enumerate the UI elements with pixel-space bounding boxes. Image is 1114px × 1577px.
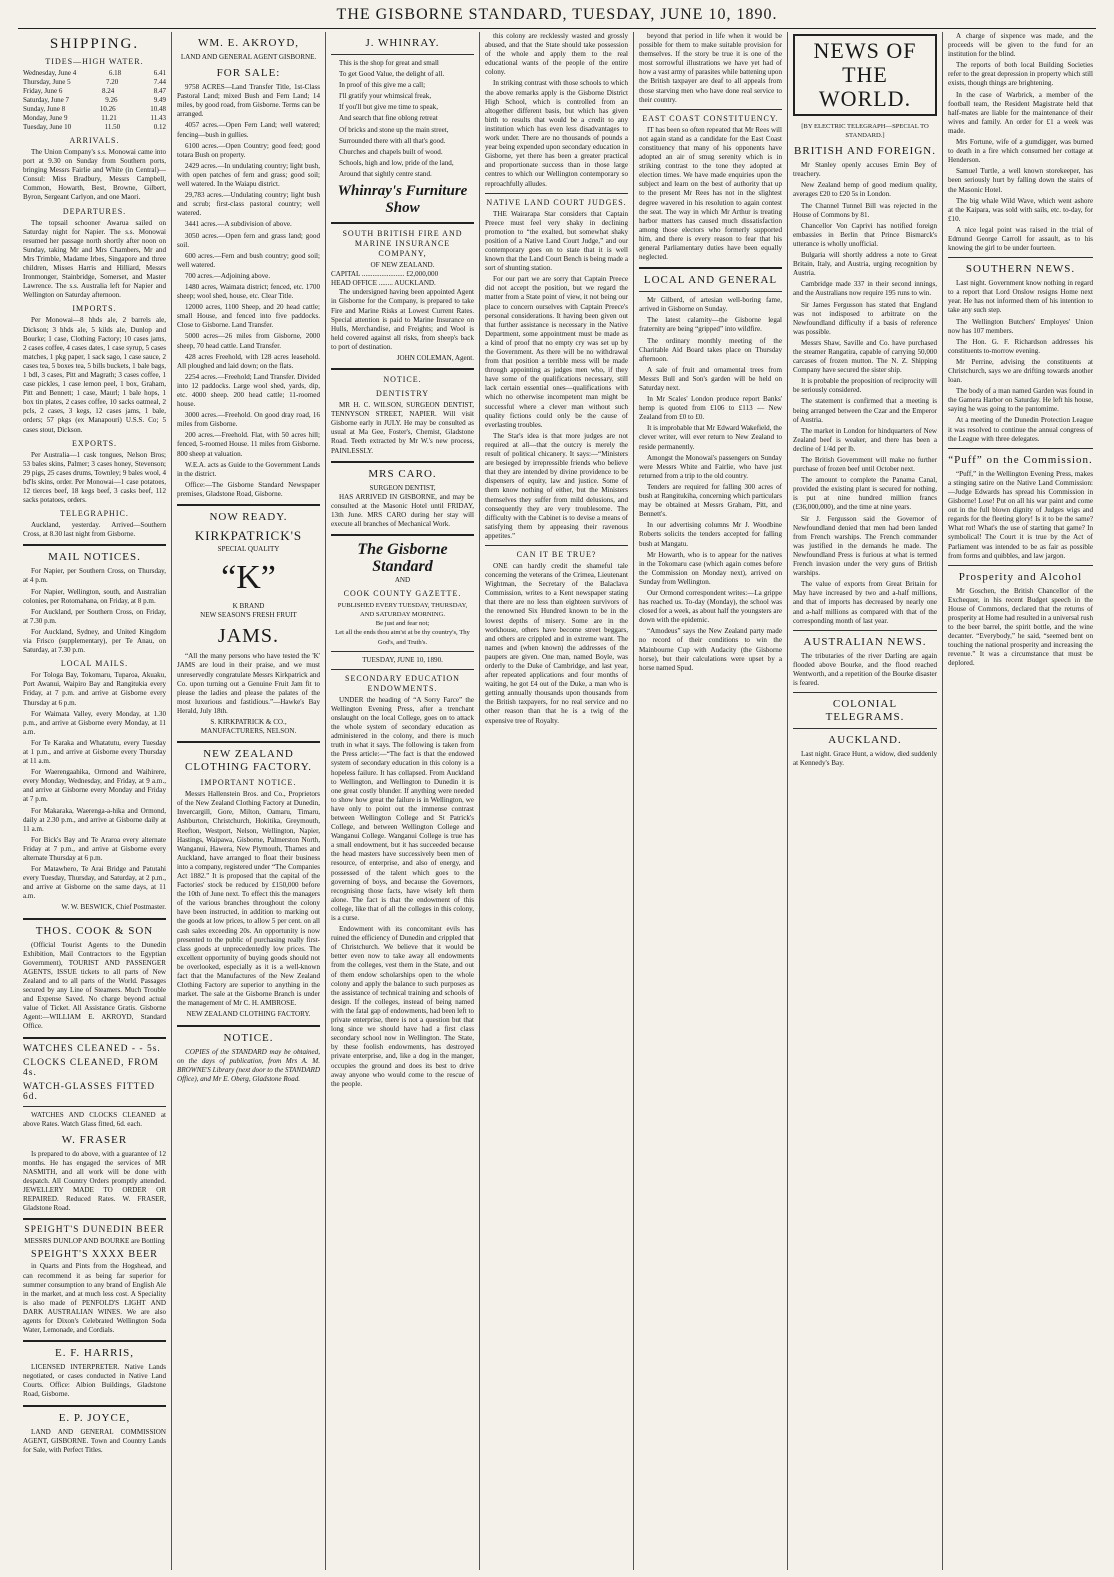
nz-clothing-footer: NEW ZEALAND CLOTHING FACTORY. [186, 1010, 311, 1019]
poem-line: Of bricks and stone up the main street, [339, 125, 449, 134]
akroyd-sub: LAND AND GENERAL AGENT GISBORNE. [180, 53, 317, 61]
local-mail-item: For Matawhero, Te Arai Bridge and Patutahi every Tuesday, Thursday, and Saturday, at 2 p.m., and arrive at Gisborne on the same days, at 11 a.m. [23, 865, 166, 901]
poem-line: This is the shop for great and small [339, 59, 439, 67]
local-item: Our Ormond correspondent writes:—La grippe has reached us. To-day (Monday), the school was closed for a week, as about half the youngsters are down with the epidemic. [639, 588, 783, 625]
akroyd-guide: W.E.A. acts as Guide to the Government Lands in the district. [177, 460, 320, 478]
news-item: At a meeting of the Dunedin Protection League it was resolved to continue the annual congress of the League with three delegates. [948, 416, 1093, 443]
article-paragraph: Endowment with its concomitant evils has ruined the efficiency of Dunedin and crippled that of Christchurch. We believe that it would be better even now to take away all endowments from the colleges, vest them in the State, and out of them endow scholarships open to the whole colony and apply the balance to such purposes as the assistance of technical training and schools of design. If the colleges, instead of being named with the fatal gap of endowments, had been left to private enterprise, there is not a question but that long since we should have had a first class secondary school now in Wellington. The State, by these foolish endowments, has destroyed private enterprise, and, like a dog in the manger, occupies the ground and does its best to drive away anyone who would come to the rescue of the people. [331, 925, 474, 1088]
divider [948, 448, 1093, 449]
native-land-court-heading: NATIVE LAND COURT JUDGES. [486, 197, 627, 207]
land-listing: 4057 acres.—Open Fern Land; well watered; fencing—bush in gullies. [177, 121, 320, 139]
south-british-sub: OF NEW ZEALAND. [370, 261, 435, 270]
news-item: In the case of Warbrick, a member of the football team, the Resident Magistrate held that half-mates are liable for the maintenance of their wives and family. An order for £1 a week was made. [948, 90, 1093, 135]
article-paragraph: In striking contrast with those schools to which the above remarks apply is the Gisborne District High School, which is controlled from an altogether different basis, but which has given birth to results that would be a credit to any institution which has even less disadvantages to work under. There are no thousands of pounds a year being expended upon secondary education in Gisborne, yet there has been a greater practical and proportionate success than in those large centres to which our Wellington contemporary so reproachfully alludes. [485, 79, 628, 188]
local-item: “Amodeus” says the New Zealand party made no record of their conditions to win the Mainbourne Cup with Audacity (the Gisborne horse), but their calculations were upset by a horse named Spud. [639, 627, 782, 672]
divider [23, 1037, 166, 1039]
poem-line: Surrounded there with all that's good. [339, 136, 446, 145]
colonial-telegrams-heading: COLONIAL TELEGRAMS. [825, 698, 905, 724]
speights-text: in Quarts and Pints from the Hogshead, and can recommend it as being far superior for summer consumption to any brand of English Ale in the market, and at much less cost. A Speciality is also made of PENFOLD'S LIGHT AND DARK AUSTRALIAN WINES. We are also agents for Dixon's Celebrated Wellington Soda Water, Lemonade, and Cordials. [23, 1262, 166, 1335]
dentistry-heading: DENTISTRY [376, 389, 429, 399]
divider [23, 918, 166, 920]
mrs-caro-text: HAS ARRIVED IN GISBORNE, and may be consulted at the Masonic Hotel until FRIDAY, 13th June. MRS CARO during her stay will execute all branches of Mechanical Work. [331, 492, 474, 528]
copies-notice: COPIES of the STANDARD may be obtained, on the days of publication, from Mrs A. M. BROWNE'S Library (next door to the STANDARD Office), and Mr E. Oberg, Gladstone Road. [177, 1047, 320, 1083]
land-listing: 5000 acres—26 miles from Gisborne, 2000 sheep, 70 head cattle. Land Transfer. [177, 332, 320, 350]
news-item: The British Government will make no further purchase of frozen beef until October next. [793, 456, 937, 474]
fraser-intro: WATCHES AND CLOCKS CLEANED at above Rates. Watch Glass fitted, 6d. each. [23, 1110, 166, 1128]
divider [177, 504, 320, 506]
tide-row: Tuesday, June 10 11.50 0.12 [23, 123, 166, 131]
local-mail-item: For Tologa Bay, Tokomaru, Tuparoa, Akuaku, Port Awanui, Waipiro Bay and Rangitukia every Friday, at 7 p.m. and arrive at Gisborne every Thursday at 6 p.m. [23, 671, 166, 707]
tides-heading: TIDES—HIGH WATER. [45, 57, 144, 66]
departures-heading: DEPARTURES. [62, 206, 127, 216]
local-item: Mr Howarth, who is to appear for the natives in the Tokomaru case (which again comes before the Commission on Monday next), arrived on Sunday from Wellington. [639, 550, 782, 586]
puff-heading: “Puff” on the Commission. [948, 453, 1093, 466]
divider [23, 1405, 166, 1407]
watch-glasses-line: WATCH-GLASSES FITTED 6d. [23, 1081, 156, 1102]
divider [331, 54, 474, 55]
land-listing: 29,783 acres.—Undulating country; light bush and scrub; first-class pastoral country; well watered. [177, 191, 320, 218]
news-item: Chancellor Von Caprivi has notified foreign embassies in Berlin that Prince Bismarck's utterance is wholly unofficial. [793, 221, 937, 248]
poem-line: To get Good Value, the delight of all. [339, 70, 445, 79]
news-item: The tributaries of the river Darling are again flooded above Bourke, and the flood reached Wentworth, and a repetition of the Bourke disaster is feared. [793, 651, 937, 687]
land-listing: 428 acres Freehold, with 128 acres leasehold. All ploughed and laid down; on the flats. [177, 352, 320, 370]
land-listing: 2429 acres.—In undulating country; light bush, with open patches of fern and grass; good soil; well watered. In the Waiapu district. [177, 161, 320, 189]
whinray-heading: J. WHINRAY. [365, 37, 440, 49]
furniture-show-heading: Whinray's Furniture Show [337, 183, 468, 217]
kirkpatrick-location: MANUFACTURERS, NELSON. [200, 727, 297, 736]
nz-clothing-heading: NEW ZEALAND CLOTHING FACTORY. [184, 748, 313, 774]
local-mail-item: For Waerengaahika, Ormond and Waihirere, every Monday, Wednesday, and Friday, at 9 a.m., and arrive at Gisborne every Monday and Friday at 7 p.m. [23, 768, 166, 804]
news-item: Cambridge made 337 in their second innings, and the Australians now require 195 runs to win. [793, 280, 937, 298]
akroyd-heading: WM. E. AKROYD, [197, 37, 300, 49]
divider [23, 1340, 166, 1342]
for-sale-heading: FOR SALE: [216, 67, 281, 80]
article-paragraph: beyond that period in life when it would be possible for them to make suitable provision for themselves. If the story be true it is one of the most sorrowful illustrations we have yet had of how a vast army of parasites while battening upon the British taxpayer are deaf to all appeals from those starving men who have done real service to their country. [639, 32, 782, 104]
news-item: Samuel Turtle, a well known storekeeper, has been seriously hurt by falling down the stairs of the Masonic Hotel. [948, 167, 1093, 194]
fraser-text: Is prepared to do above, with a guarantee of 12 months. He has engaged the services of MR NASMITH, and all work will be done with despatch. All Country Orders promptly attended. JEWELLERY MADE TO ORDER OR REPAIRED. Reduced Rates. W. FRASER, Gladstone Road. [23, 1149, 166, 1213]
poem-line: Schools, high and low, pride of the land, [339, 158, 454, 167]
british-and-foreign-heading: BRITISH AND FOREIGN. [794, 145, 936, 158]
local-item: Tenders are required for falling 300 acres of bush at Rangitukiha, concerning which particulars may be obtained at Messrs Graham, Pitt, and Bennett's. [639, 482, 782, 519]
news-item: Mr Stanley openly accuses Emin Bey of treachery. [793, 161, 937, 179]
tide-row: Thursday, June 5 7.20 7.44 [23, 78, 166, 86]
joyce-heading: E. P. JOYCE, [58, 1411, 131, 1424]
capital-line: CAPITAL ........................ £2,000,000 [331, 270, 439, 279]
news-item: The big whale Wild Wave, which went ashore at the Kaipara, was sold with sails, etc. to-day, for £10. [948, 196, 1093, 223]
article-paragraph: THE Wairarapa Star considers that Captain Preece must feel very shaky in declining promotion to “the exalted, but somewhat shaky position of a Native Land Court Judge,” and our contemporary goes on to state that it is well known that the Land Court Bench is being made a sort of shunting station. [485, 209, 628, 273]
land-listing: 3000 acres.—Freehold. On good dray road, 16 miles from Gisborne. [177, 411, 320, 429]
divider [793, 692, 937, 693]
nz-clothing-text: Messrs Hallenstein Bros. and Co., Proprietors of the New Zealand Clothing Factory at Dunedin, Invercargill, Gore, Milton, Oamaru, Timaru, Ashburton, Christchurch, Hokitika, Greymouth, Reefton, Westport, Nelson, Wellington, Napier, Hastings, Waipawa, Gisborne, Palmerston North, Wanganui, Hawera, New Plymouth, Thames and Auckland, have arranged to float their business into a company, registered under “The Companies Act 1882.” It is proposed that the capital of the Factories' stock be reduced by £150,000 before the 10th of June next. To effect this the managers of the various branches throughout the colony have been instructed, in addition to marking out the goods at low prices, to allow 5 per cent. on all cash sales exceeding 20s. An opportunity is now presented to the public of purchasing really first-class goods at unprecedentedly low prices. The excellent opportunity of buying goods should not be overlooked, especially as it is a well-known fact that the Manufactures of the New Zealand Clothing Factory are superior to anything in the market. The sale at the Gisborne Branch is under the management of Mr C. H. AMBROSE. [177, 790, 320, 1008]
tide-row: Monday, June 9 11.21 11.43 [23, 114, 166, 122]
harris-heading: E. F. HARRIS, [54, 1347, 135, 1360]
news-item: The Hon. G. F. Richardson addresses his constituents to-morrow evening. [948, 337, 1093, 355]
divider [485, 193, 628, 194]
land-listing: 3441 acres.—A subdivision of above. [185, 220, 292, 229]
divider [639, 109, 782, 110]
news-of-the-world-heading: NEWS OF THE WORLD. [793, 34, 937, 116]
divider [177, 1025, 320, 1027]
special-quality: SPECIAL QUALITY [217, 545, 280, 554]
whinray-poem [331, 59, 474, 179]
paper-and: AND [394, 576, 411, 585]
news-item: Sir James Fergusson has stated that England was not indisposed to arbitrate on the Newfoundland difficulty if a basis of reference was possible. [793, 300, 937, 336]
news-item: Last night. Grace Hunt, a widow, died suddenly at Kennedy's Bay. [793, 750, 937, 768]
divider [639, 291, 782, 292]
auckland-heading: AUCKLAND. [828, 734, 902, 747]
column-6 [788, 32, 942, 1570]
tide-row: Friday, June 6 8.24 8.47 [23, 87, 166, 95]
poem-line: Around that sightly centre stand. [339, 169, 432, 178]
news-item: The reports of both local Building Societies refer to the great depression in property which still exists, though things are brightening. [948, 61, 1093, 88]
paper-subtitle: COOK COUNTY GAZETTE. [343, 589, 462, 599]
divider [793, 630, 937, 631]
news-item: The body of a man named Garden was found in the Gamera Harbor on Saturday. He left his house, saying he was going to the pantomime. [948, 387, 1093, 414]
now-ready-heading: NOW READY. [209, 511, 288, 524]
article-paragraph: Mr Goschen, the British Chancellor of the Exchequer, in his recent Budget speech in the House of Commons, declared that the returns of prosperity at Home had resulted in a universal rush to the beer barrel, the spirit bottle, and the wine decanter. “Everybody,” he said, “seemed bent on touching the national prosperity and increasing the revenue.” It was a circumstance that must be deplored. [948, 586, 1093, 668]
tide-row: Wednesday, June 4 6.18 6.41 [23, 69, 166, 77]
local-item: The ordinary monthly meeting of the Charitable Aid Board takes place on Thursday afternoon. [639, 336, 782, 363]
thos-cook-text: (Official Tourist Agents to the Dunedin Exhibition, Mail Contractors to the Egyptian Government), TOURIST AND PASSENGER AGENTS, ISSUE tickets to all parts of New Zealand and to all parts of the World. Passages secured by any Line of Steamers. Much Trouble and Expense Saved. No charge beyond actual value of Ticket. All Assistance Gratis. Gisborne Agent:—WILLIAM E. AKROYD, Standard Office. [23, 940, 166, 1031]
masthead: THE GISBORNE STANDARD, TUESDAY, JUNE 10, 1890. [336, 6, 778, 23]
news-item: It is probable the proposition of reciprocity will be seriously considered. [793, 377, 937, 395]
local-mail-item: For Waimata Valley, every Monday, at 1.30 p.m., and arrive at Gisborne every Monday, at 11 a.m. [23, 709, 166, 736]
local-mail-item: For Makaraka, Waerenga-a-hika and Ormond, daily at 2.30 p.m., and arrive at Gisborne daily at 11 a.m. [23, 806, 166, 833]
article-paragraph: ONE can hardly credit the shameful tale concerning the veterans of the Crimea, Lieutenant Wightman, the Secretary of the Balaclava Commission, writes to a Kent newspaper stating that there are no less than eighteen survivors of the renowned Six Hundred known to be in the lowest depths of misery. Some are in the workhouse, others have become street beggars, and others are crippled and in extreme want. The names and (when known) the addresses of the paupers are given. One man, named Boyle, was orderly to the Duke of Cambridge, and last year, after repeated applications and four months of waiting, he got £4 out of the Duke, a man who is getting annually thousands upon thousands from the British taxpayers, for no real service and no other reason than that he is a twig of the expensive tree of Royalty. [485, 561, 628, 725]
news-item: Mr Perrine, advising the constituents at Christchurch, says we are drifting towards another loan. [948, 357, 1093, 385]
published-line: PUBLISHED EVERY TUESDAY, THURSDAY, AND SATURDAY MORNING. [337, 602, 468, 619]
divider [331, 222, 474, 224]
mail-item: For Auckland, Sydney, and United Kingdom via Frisco (supplementary), per Te Anau, on Saturday, at 7.30 p.m. [23, 627, 166, 655]
jams-heading: JAMS. [217, 625, 280, 648]
land-listing: 700 acres.—Adjoining above. [185, 271, 271, 280]
postmaster-signature: W. W. BESWICK, Chief Postmaster. [61, 903, 166, 912]
article-paragraph: For our part we are sorry that Captain Preece did not accept the position, but we regard the matter from a State point of view, it not being our place to concern ourselves with Captain Preece's personal considerations. It having been given out that further assistance is necessary in the Native Department, some appointment must be made as a kind of proof that no empty cry was set up by the Government. As there will be no withdrawal from that position a terrible mess will be made through appointing as judges men who, if they have some of the qualifications necessary, still lack certain essential ones—qualifications with which no otherwise incompetent man might be successful where a clever man without such quality fictions could only be the cause of everlasting troubles. [485, 275, 628, 429]
news-item: New Zealand hemp of good medium quality, averages £20 to £20 5s in London. [793, 181, 937, 199]
watches-cleaned-line: WATCHES CLEANED - - 5s. [23, 1043, 161, 1054]
east-coast-heading: EAST COAST CONSTITUENCY. [642, 113, 779, 123]
article-paragraph: The Star's idea is that more judges are not required at all—that the outcry is merely the result of political chicanery. It says:—“Ministers are besieged by irrepressible friends who believe that they are intended by divine providence to be dispensers of equity, law and justice. Some of them know nothing of either, but the Ministers themselves they suffer from mild delusions, and consequently they are very troublesome. The difficulty with the Cabinet is to devise a means of satisfying them by appeasing their ravenous appetites.” [485, 431, 628, 540]
masthead-rule [18, 28, 1096, 29]
local-mail-item: For Bick's Bay and Te Araroa every alternate Friday at 7 p.m., and arrive at Gisborne every alternate Thursday at 6 p.m. [23, 835, 166, 862]
land-listing: 200 acres.—Freehold. Flat, with 50 acres hill; fenced, 5-roomed House. 11 miles from Gisborne. 800 sheep at valuation. [177, 431, 320, 458]
land-listing: 1480 acres, Waimata district; fenced, etc. 1700 sheep; wool shed, house, etc. Clear Title. [177, 282, 320, 301]
local-item: Amongst the Monowai's passengers on Sunday were Messrs White and Fairlie, who have just returned from a trip to the old country. [639, 453, 782, 480]
news-item: The amount to complete the Panama Canal, provided the existing plant is secured for nothing, is put at nine hundred million francs (£36,000,000), and the time at nine years. [793, 476, 937, 512]
column-2 [172, 32, 326, 1570]
mrs-caro-heading: MRS CARO. [368, 467, 437, 480]
local-item: In Mr Scales' London produce report Banks' hemp is quoted from £106 to £113 — New Zealand from £0 to £0. [639, 395, 782, 422]
divider [331, 534, 474, 536]
kirkpatrick-quote: “All the many persons who have tested the 'K' JAMS are loud in their praise, and we must unreservedly congratulate Messrs Kirkpatrick and Co. upon turning out a Genuine Fruit Jam fit to please the ladies and please the palates of the most luxurious and fastidious.”—Hawke's Bay Herald, July 18th. [177, 652, 320, 715]
departures-text: The topsail schooner Awarua sailed on Saturday night for Napier. The s.s. Monowai resumed her passage north shortly after noon on Sunday, taking Mr and Mrs Chambers, Mr and Mrs Trimble, Madame Irbes, Singapore and three children, Misses Harris and Hilliard, Messrs Ironmonger, Stainbridge, Somerset, and Master Lawrence. The s.s. Australia left for Napier and Wellington on Saturday afternoon. [23, 218, 166, 300]
notice-heading: NOTICE. [223, 1031, 274, 1044]
mail-item: For Napier, Wellington, south, and Australian colonies, per Rotomahana, on Friday, at 8 p.m. [23, 587, 166, 605]
new-season-label: NEW SEASON'S FRESH FRUIT [200, 611, 297, 620]
column-7 [942, 32, 1098, 1570]
column-3 [326, 32, 480, 1570]
poem-line: I'll gratify your whimsical freak, [339, 92, 432, 101]
tide-row: Sunday, June 8 10.26 10.48 [23, 105, 166, 113]
divider [331, 461, 474, 463]
poem-line: Churches and chapels built of wood. [339, 147, 443, 156]
divider [23, 1106, 166, 1107]
imports-heading: IMPORTS. [72, 304, 117, 314]
divider [331, 651, 474, 652]
southern-news-heading: SOUTHERN NEWS. [965, 263, 1076, 276]
australian-news-heading: AUSTRALIAN NEWS. [803, 635, 927, 648]
local-item: A sale of fruit and ornamental trees from Messrs Bull and Son's garden will be held on Saturday next. [639, 365, 782, 392]
south-british-heading: SOUTH BRITISH FIRE AND MARINE INSURANCE COMPANY, [342, 229, 463, 259]
land-listing: 12000 acres, 1100 Sheep, and 20 head cattle; small House, and fenced into five paddocks. Close to Gisborne. Land Transfer. [177, 303, 320, 330]
land-listing: 3050 acres.—Open fern and grass land; good soil. [177, 231, 320, 249]
local-mails-heading: LOCAL MAILS. [60, 659, 129, 669]
local-item: In our advertising columns Mr J. Woodbine Roberts solicits the tenders accepted for falling bush at Mangatu. [639, 521, 782, 548]
paper-title: The Gisborne Standard [357, 541, 448, 576]
local-and-general-heading: LOCAL AND GENERAL [643, 274, 778, 287]
land-listing: 9758 ACRES—Land Transfer Title, 1st-Class Pastoral Land; mixed Bush and Fern Land; 14 miles, by good road, from Gisborne. Terms can be arranged. [177, 83, 320, 119]
divider [639, 267, 782, 269]
tides-table [23, 69, 166, 132]
mail-item: For Auckland, per Southern Cross, on Friday, at 7.30 p.m. [23, 607, 166, 625]
land-listing: 600 acres.—Fern and bush country; good soil; well watered. [177, 251, 320, 269]
mail-item: For Napier, per Southern Cross, on Thursday, at 4 p.m. [23, 567, 166, 585]
akroyd-office: Office:—The Gisborne Standard Newspaper premises, Gladstone Road, Gisborne. [177, 480, 320, 498]
notice-heading: NOTICE. [383, 375, 422, 385]
divider [23, 1218, 166, 1220]
news-item: Bulgaria will shortly address a note to Great Britain, Italy, and Austria, urging recognition by Austria. [793, 251, 937, 278]
land-listing: 6100 acres.—Open Country; good feed; good totara Bush on property. [177, 141, 320, 159]
shipping-heading: SHIPPING. [49, 36, 140, 52]
poem-line: In proof of this give me a call; [339, 81, 426, 90]
telegraph-credit: [BY ELECTRIC TELEGRAPH—SPECIAL TO STANDARD.] [801, 123, 929, 140]
column-1 [18, 32, 172, 1570]
mrs-caro-sub: SURGEON DENTIST, [369, 483, 436, 492]
joyce-text: LAND AND GENERAL COMMISSION AGENT, GISBORNE. Town and Country Lands for Sale, with Perfect Titles. [23, 1427, 166, 1454]
secondary-education-heading: SECONDARY EDUCATION ENDOWMENTS. [345, 673, 460, 693]
clocks-cleaned-line: CLOCKS CLEANED, FROM 4s. [23, 1057, 159, 1078]
prosperity-alcohol-heading: Prosperity and Alcohol [958, 570, 1083, 583]
mail-notices-heading: MAIL NOTICES. [48, 551, 141, 564]
local-mail-item: For Te Karaka and Whatatutu, every Tuesday at 1 p.m., and arrive at Gisborne every Thursday at 11 a.m. [23, 738, 166, 766]
news-item: The market in London for hindquarters of New Zealand beef is weaker, and there has been a decline of 1/4d per lb. [793, 426, 937, 453]
divider [793, 728, 937, 729]
column-4 [480, 32, 634, 1570]
divider [948, 565, 1093, 566]
newspaper-columns [18, 32, 1098, 1570]
speights-heading: SPEIGHT'S DUNEDIN BEER [24, 1225, 165, 1236]
local-item: The latest calamity—the Gisborne legal fraternity are being “gripped” into wildfire. [639, 316, 782, 334]
motto-line-1: Be just and fear not; [375, 620, 430, 628]
head-office-line: HEAD OFFICE ........ AUCKLAND. [331, 279, 436, 288]
article-paragraph: UNDER the heading of “A Sorry Farce” the Wellington Evening Press, after a trenchant onslaught on the local College, goes on to attack the whole system of secondary education as administered in the colony, and there is much truth in what it says. The following is taken from the Press article:—“The fact is that the endowed system of secondary education in this colony is a hopeless failure. It has collapsed. From Auckland to Wellington, and Wellington to Dunedin it is one great costly blunder. If anything were needed to show how great the failure is in Wellington, we have only to point out the immense contrast between Wellington College and St Patrick's College, and between Wellington College and Wanganui College. Wanganui College is true has a small endowment, but it has succeeded because the head masters have successively been men of resource, of enterprise, and also of energy, and possessed of the talent which goes to the governing of boys, and because the Governors, recognising those facts, have wisely left them alone. The fact is that the endowment of this college, like that of all the colleges in this colony, is a curse. [331, 695, 474, 922]
kirkpatricks-heading: KIRKPATRICK'S [194, 528, 303, 544]
harris-text: LICENSED INTERPRETER. Native Lands negotiated, or cases conducted in Native Land Courts. Office: Albion Buildings, Gladstone Road, Gisborne. [23, 1363, 166, 1399]
news-item: Messrs Shaw, Saville and Co. have purchased the steamer Rangatira, capable of carrying 50,000 carcases of frozen mutton. The N. Z. Shipping Company have secured the sister ship. [793, 338, 937, 375]
news-item: The Channel Tunnel Bill was rejected in the House of Commons by 81. [793, 201, 937, 219]
divider [331, 368, 474, 370]
k-brand-label: K BRAND [232, 602, 265, 611]
news-item: Last night. Government know nothing in regard to a report that Lord Onslow resigns Home next year. He has not informed them of his intention to take any such step. [948, 279, 1093, 315]
article-paragraph: “Puff,” in the Wellington Evening Press, makes a stinging satire on the Native Land Commission:—Judge Edwards has spread his Commission in Gisborne! Lose! Put on all his war paint and come out in the full blown dignity of Judges wigs and regards for the fleeting glory! Is it to be the same? What rot! What's the use of starting that game? In symbolical! The Court it is true by the Act of Parliament was intended to be as fair as possible from forms and quibbles, and law jargon. [948, 469, 1093, 560]
column-5 [634, 32, 788, 1570]
tide-row: Saturday, June 7 9.26 9.49 [23, 96, 166, 104]
speights-xxxx: SPEIGHT'S XXXX BEER [31, 1249, 158, 1261]
important-notice: IMPORTANT NOTICE. [200, 778, 297, 788]
article-paragraph: this colony are recklessly wasted and grossly abused, and that the State should take possession of the whole and apply them to the real educational wants of the people of the entire colony. [485, 32, 628, 77]
speights-sub: MESSRS DUNLOP AND BOURKE are Bottling [24, 1237, 165, 1246]
fraser-heading: W. FRASER [61, 1133, 128, 1146]
poem-line: And search that fine oblong retreat [339, 114, 438, 123]
kirkpatrick-company: S. KIRKPATRICK & CO., [210, 717, 287, 726]
arrivals-heading: ARRIVALS. [69, 136, 120, 145]
article-paragraph: IT has been so often repeated that Mr Rees will not again stand as a candidate for the East Coast constituency that many of his opponents have adopted an air of smug serenity which is in striking contrast to the tone they adopted at election times. We have made enquiries upon the subject and learn on the best of authority that up to the present Mr Rees has not in the slightest degree wavered in his resolution to again contest the seat. The way in which Mr Arthur is treating harbor matters has caused much dissatisfaction among those electors who formerly supported him, and there is every reason to fear that his general Parliamentary duties have been equally neglected. [639, 125, 782, 262]
exports-text: Per Australia—1 cask tongues, Nelson Bros; 53 bales skins, Palmer; 3 cases honey, Stevenson; 29 pigs, 25 cases drums, Townley; 9 bales wool, 4 bd'ls skins, order. Per Monowai—1 case potatoes, 12 tierces beef, 18 kegs beef, 3 casks beef, 112 sacks potatoes, orders. [23, 450, 166, 505]
divider [23, 544, 166, 546]
divider [331, 669, 474, 670]
motto-line-2: Let all the ends thou aim'st at be thy country's, Thy God's, and Truth's. [335, 629, 470, 646]
divider [177, 741, 320, 743]
issue-date: TUESDAY, JUNE 10, 1890. [362, 655, 443, 664]
exports-heading: EXPORTS. [71, 438, 118, 448]
news-item: Sir J. Fergusson said the Governor of Newfoundland denied that men had been landed from French warships. The French commander was justified in the demands he made. The Newfoundland Press is furious at what is termed French invasion under the very guns of British warships. [793, 514, 937, 578]
divider [948, 257, 1093, 258]
land-listing: 2254 acres.—Freehold; Land Transfer. Divided into 12 paddocks. Large wool shed, yards, dip, etc. 4000 sheep. 200 head cattle; 11-roomed house. [177, 372, 320, 409]
thos-cook-heading: THOS. COOK & SON [35, 924, 154, 937]
k-brand-mark: “K” [221, 559, 276, 597]
coleman-signature: JOHN COLEMAN, Agent. [396, 353, 474, 362]
imports-text: Per Monowai—8 hhds ale, 2 barrels ale, Dickson; 3 hhds ale, 5 kilds ale, Dunlop and Bourke; 1 case, Clothing Factory; 10 cases jams, 2 cases coffee, 4 cases dates, 1 case syrup, 5 cases matches, 1 pkg paper, 1 sack sago, 1 case sauce, 2 cases tea, 5 boxes tea, 5 bills buckets, 1 bale bags, 1 bdl, 3 cases, Pitt and Magrath; 3 cases coffee, 1 case pickles, 1 case lemon peel, 1 box, Graham, Pitt and Bennett; 1 case, Maurl; 1 bale hops, 1 box tin plates, 2 cases coffee, 10 sacks oatmeal, 2 pcls, 2 cases, 3 kegs, 12 cases jams, 1 bale, orders; 57 pkgs (ex Manapouri) U.S.S. Co; 5 cases stout, Dickson. [23, 316, 166, 434]
news-item: The value of exports from Great Britain for May have increased by two and a-half millions, and that of imports has decreased by nearly one and a-half millions as compared with that of the corresponding month of last year. [793, 580, 937, 625]
poem-line: If you'll but give me time to speak, [339, 103, 438, 112]
local-item: Mr Gilberd, of artesian well-boring fame, arrived in Gisborne on Sunday. [639, 296, 782, 314]
south-british-text: The undersigned having been appointed Agent in Gisborne for the Company, is prepared to take Fire and Marine Risks at Lowest Current Rates. Special attention is paid to Marine Insurance on Hulls, Merchandise, and Freights; and Wool is held covered against all risks, from sheep's back to port of destination. [331, 288, 474, 351]
local-item: It is improbable that Mr Edward Wakefield, the clever writer, will ever return to New Zealand to reside permanently. [639, 424, 782, 451]
news-item: A nice legal point was raised in the trial of Edmund George Carroll for assault, as to his knowing the girl to be under fourteen. [948, 225, 1093, 253]
news-item: Mrs Fortune, wife of a gumdigger, was burned to death in a fire which consumed her cottage at Henderson. [948, 138, 1093, 165]
wilson-text: MR H. C. WILSON, SURGEON DENTIST, TENNYSON STREET, NAPIER. Will visit Gisborne early in JULY. He may be consulted as usual at Ma Gee, Foster's, Chemist, Gladstone Road. Teeth extracted by Mr W.'s new process, PAINLESSLY. [331, 401, 474, 455]
telegraphic-heading: TELEGRAPHIC. [60, 509, 129, 519]
news-item: The statement is confirmed that a meeting is being arranged between the Czar and the Emperor of Austria. [793, 397, 937, 424]
news-item: The Wellington Butchers' Employes' Union now has 107 members. [948, 317, 1093, 335]
telegraphic-text: Auckland, yesterday. Arrived—Southern Cross, at 8.30 last night from Gisborne. [23, 521, 166, 539]
news-item: A charge of sixpence was made, and the proceeds will be given to the fund for an institution for the blind. [948, 32, 1093, 59]
divider [485, 545, 628, 546]
arrivals-text: The Union Company's s.s. Monowai came into port at 9.30 on Sunday from Southern ports, bringing Messrs Fairlie and White (in Central)—Consul: Miss Bradbury, Messrs Campbell, Common, Howarth, Best, Browne, Gilbert, Byron, Sergeant Carlyon, and one Maori. [23, 148, 166, 202]
can-it-be-true-heading: CAN IT BE TRUE? [516, 549, 597, 559]
